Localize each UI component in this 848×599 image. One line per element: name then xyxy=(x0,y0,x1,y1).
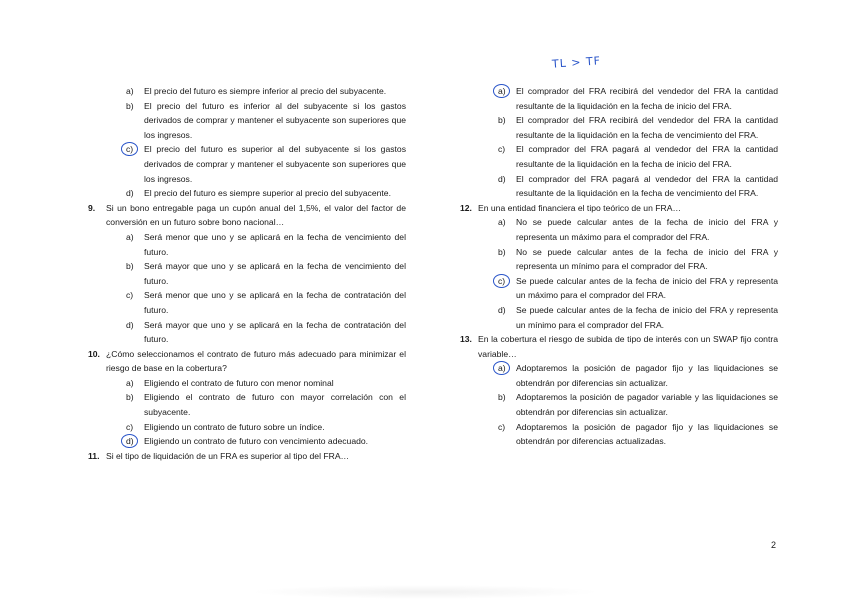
q11-option-b xyxy=(460,113,778,142)
question-12 xyxy=(460,201,778,216)
q12-option-b xyxy=(460,245,778,274)
option-letter: c) xyxy=(126,144,134,155)
q8-option-b xyxy=(88,99,406,143)
option-letter: b) xyxy=(126,261,134,272)
option-letter: b) xyxy=(498,392,506,403)
q10-option-a xyxy=(88,376,406,391)
option-letter: c) xyxy=(498,144,506,155)
question-text: Si un bono entregable paga un cupón anual del 1,5%, el valor del factor de conversión en un futuro sobre bono nacional… xyxy=(106,202,406,228)
option-letter: b) xyxy=(498,115,506,126)
option-letter: d) xyxy=(126,319,134,330)
question-text: ¿Cómo seleccionamos el contrato de futuro más adecuado para minimizar el riesgo de base en la cobertura? xyxy=(106,348,406,374)
question-text: En la cobertura el riesgo de subida de tipo de interés con un SWAP fijo contra variable… xyxy=(478,334,778,359)
question-number: 10. xyxy=(88,348,100,359)
q11-option-c xyxy=(460,142,778,171)
option-letter: d) xyxy=(498,173,506,184)
q13-option-c xyxy=(460,420,778,449)
option-text: Será menor que uno y se aplicará en la fecha de vencimiento del futuro. xyxy=(144,231,406,257)
option-text: Adoptaremos la posición de pagador fijo y las liquidaciones se obtendrán por diferencias sin actualizar. xyxy=(516,363,778,388)
option-letter: a) xyxy=(126,86,134,96)
option-text: Será mayor que uno y se aplicará en la fecha de contratación del futuro. xyxy=(144,319,406,345)
right-column xyxy=(460,84,778,449)
option-text: Eligiendo un contrato de futuro con vencimiento adecuado. xyxy=(144,436,369,447)
option-letter: a) xyxy=(126,231,134,242)
q8-option-d xyxy=(88,186,406,201)
option-text: Eligiendo el contrato de futuro con menor nominal xyxy=(144,377,334,388)
option-text: Eligiendo un contrato de futuro sobre un índice. xyxy=(144,421,325,432)
q13-option-b xyxy=(460,390,778,419)
page-number: 2 xyxy=(771,540,777,550)
q9-option-d xyxy=(88,318,406,347)
option-text: El precio del futuro es siempre inferior al precio del subyacente. xyxy=(144,86,387,96)
option-text: Será menor que uno y se aplicará en la fecha de contratación del futuro. xyxy=(144,290,406,315)
question-13 xyxy=(460,332,778,361)
q10-option-d xyxy=(88,434,406,449)
left-column xyxy=(88,84,406,463)
q8-option-c xyxy=(88,142,406,186)
q10-option-b xyxy=(88,390,406,419)
option-letter: c) xyxy=(126,290,134,301)
question-number: 13. xyxy=(460,334,472,345)
q9-option-a xyxy=(88,230,406,259)
option-text: Adoptaremos la posición de pagador fijo y las liquidaciones se obtendrán por diferencias actualizadas. xyxy=(516,421,778,447)
option-letter: d) xyxy=(126,436,134,447)
option-letter: d) xyxy=(498,304,506,315)
q13-option-a xyxy=(460,361,778,390)
option-letter: a) xyxy=(498,86,506,96)
question-number: 12. xyxy=(460,202,472,213)
question-number: 11. xyxy=(88,450,100,461)
option-letter: d) xyxy=(126,188,134,199)
option-text: No se puede calcular antes de la fecha de inicio del FRA y representa un mínimo para el comprador del FRA. xyxy=(516,246,778,272)
q9-option-b xyxy=(88,259,406,288)
option-letter: a) xyxy=(498,217,506,228)
option-text: El comprador del FRA recibirá del vendedor del FRA la cantidad resultante de la liquidación en la fecha de vencimiento del FRA. xyxy=(516,115,778,140)
question-11 xyxy=(88,449,406,464)
question-text: Si el tipo de liquidación de un FRA es superior al tipo del FRA… xyxy=(106,450,350,461)
q12-option-c xyxy=(460,274,778,303)
option-text: El comprador del FRA pagará al vendedor del FRA la cantidad resultante de la liquidación en la fecha de vencimiento del FRA. xyxy=(516,173,778,199)
option-text: Adoptaremos la posición de pagador variable y las liquidaciones se obtendrán por diferencias sin actualizar. xyxy=(516,392,778,418)
question-9 xyxy=(88,201,406,230)
q11-option-a xyxy=(460,84,778,113)
option-letter: c) xyxy=(498,421,506,432)
scan-shadow xyxy=(250,585,600,599)
option-text: El precio del futuro es siempre superior al precio del subyacente. xyxy=(144,188,391,199)
option-letter: c) xyxy=(126,421,134,432)
q8-option-a xyxy=(88,84,406,99)
q12-option-a xyxy=(460,215,778,244)
option-text: El precio del futuro es inferior al del subyacente si los gastos derivados de comprar y mantener el subyacente son superiores que los ingresos. xyxy=(144,100,406,140)
option-text: El comprador del FRA pagará al vendedor del FRA la cantidad resultante de la liquidación en la fecha de inicio del FRA. xyxy=(516,144,778,169)
question-text: En una entidad financiera el tipo teórico de un FRA… xyxy=(478,202,682,213)
q12-option-d xyxy=(460,303,778,332)
option-text: Será mayor que uno y se aplicará en la fecha de vencimiento del futuro. xyxy=(144,261,406,286)
q10-option-c xyxy=(88,420,406,435)
question-number: 9. xyxy=(88,202,96,213)
option-text: Se puede calcular antes de la fecha de inicio del FRA y representa un mínimo para el comprador del FRA. xyxy=(516,304,778,330)
option-text: No se puede calcular antes de la fecha de inicio del FRA y representa un máximo para el comprador del FRA. xyxy=(516,217,778,242)
option-letter: a) xyxy=(498,363,506,374)
option-letter: b) xyxy=(126,100,134,111)
option-text: Eligiendo el contrato de futuro con mayor correlación con el subyacente. xyxy=(144,392,406,418)
option-text: El comprador del FRA recibirá del vendedor del FRA la cantidad resultante de la liquidación en la fecha de inicio del FRA. xyxy=(516,86,778,111)
question-10 xyxy=(88,347,406,376)
option-text: El precio del futuro es superior al del subyacente si los gastos derivados de comprar y mantener el subyacente son superiores que los ingresos. xyxy=(144,144,406,184)
handwritten-annotation: TL > TF xyxy=(551,54,602,71)
q9-option-c xyxy=(88,288,406,317)
option-letter: c) xyxy=(498,275,506,286)
option-text: Se puede calcular antes de la fecha de inicio del FRA y representa un máximo para el comprador del FRA. xyxy=(516,275,778,301)
option-letter: b) xyxy=(126,392,134,403)
q11-option-d xyxy=(460,172,778,201)
option-letter: a) xyxy=(126,377,134,388)
option-letter: b) xyxy=(498,246,506,257)
